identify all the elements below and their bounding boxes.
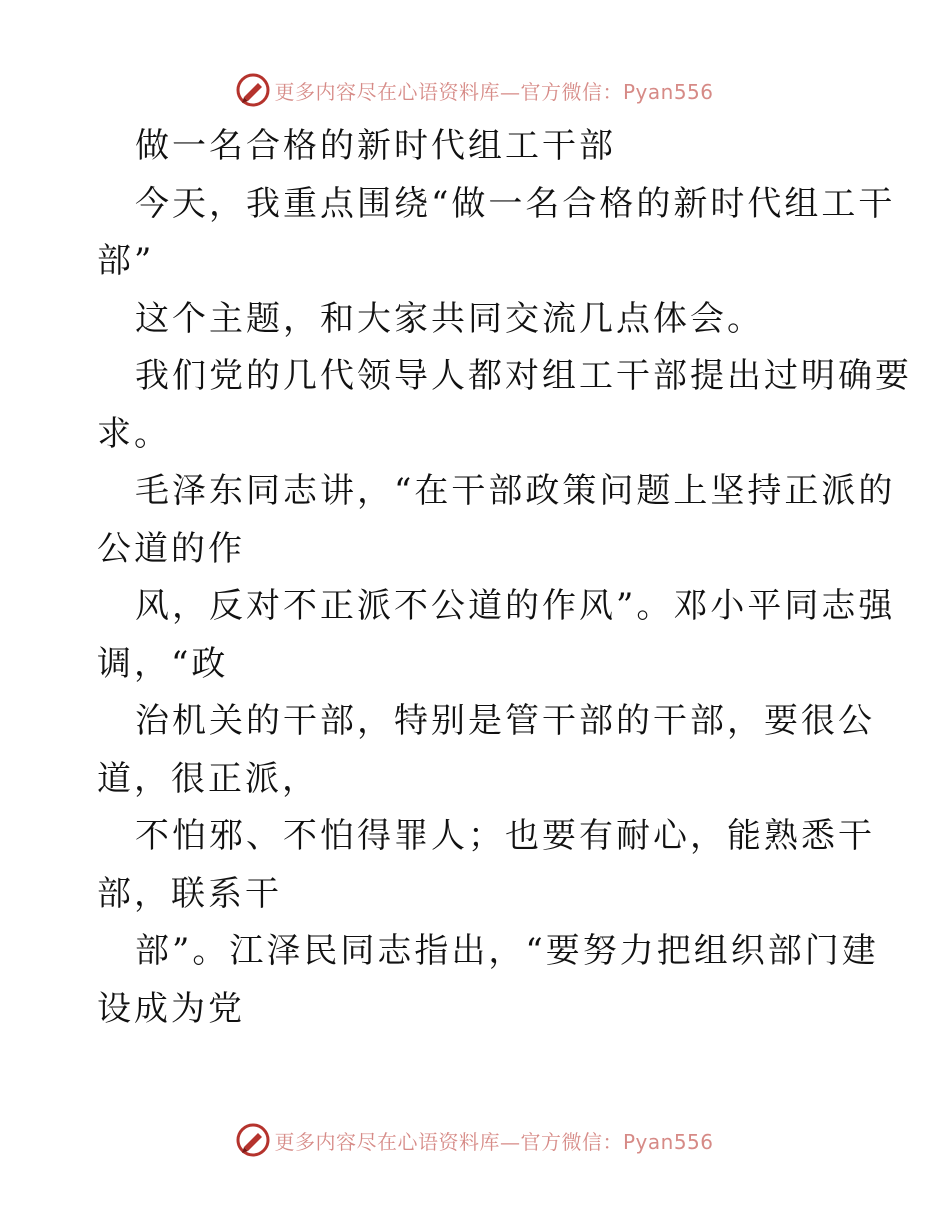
paragraph-line: 公道的作	[97, 528, 245, 569]
document-title: 做一名合格的新时代组工干部	[135, 126, 616, 166]
document-body	[97, 118, 912, 1038]
watermark-account: Pyan556	[622, 1129, 714, 1154]
paragraph-line: 不怕邪、不怕得罪人；也要有耐心，能熟悉干	[135, 816, 875, 856]
paragraph-line: 部”	[97, 241, 155, 281]
pen-logo-icon	[236, 1123, 270, 1157]
paragraph-line: 这个主题，和大家共同交流几点体会。	[135, 298, 764, 339]
paragraph-line: 求。	[97, 413, 171, 454]
watermark-account: Pyan556	[622, 79, 714, 104]
watermark-label: 更多内容尽在心语资料库—官方微信：	[274, 79, 623, 104]
header-watermark	[0, 70, 950, 110]
paragraph-line: 治机关的干部，特别是管干部的干部，要很公	[135, 701, 875, 741]
watermark-text	[274, 1126, 713, 1155]
paragraph-line: 我们党的几代领导人都对组工干部提出过明确要	[135, 356, 912, 396]
paragraph-line: 道，很正派，	[97, 758, 319, 799]
paragraph-line: 设成为党	[97, 988, 245, 1029]
footer-watermark	[0, 1120, 950, 1160]
paragraph-line: 部”。江泽民同志指出，“要努力把组织部门建	[135, 931, 879, 971]
paragraph-line: 调，“政	[97, 643, 229, 684]
pen-logo-icon	[236, 73, 270, 107]
paragraph-line: 风，反对不正派不公道的作风”。邓小平同志强	[135, 586, 896, 626]
paragraph-line: 毛泽东同志讲，“在干部政策问题上坚持正派的	[135, 471, 896, 511]
watermark-label: 更多内容尽在心语资料库—官方微信：	[274, 1129, 623, 1154]
paragraph-line: 今天，我重点围绕“做一名合格的新时代组工干	[135, 183, 896, 224]
watermark-text	[274, 76, 713, 105]
paragraph-line: 部，联系干	[97, 873, 282, 914]
